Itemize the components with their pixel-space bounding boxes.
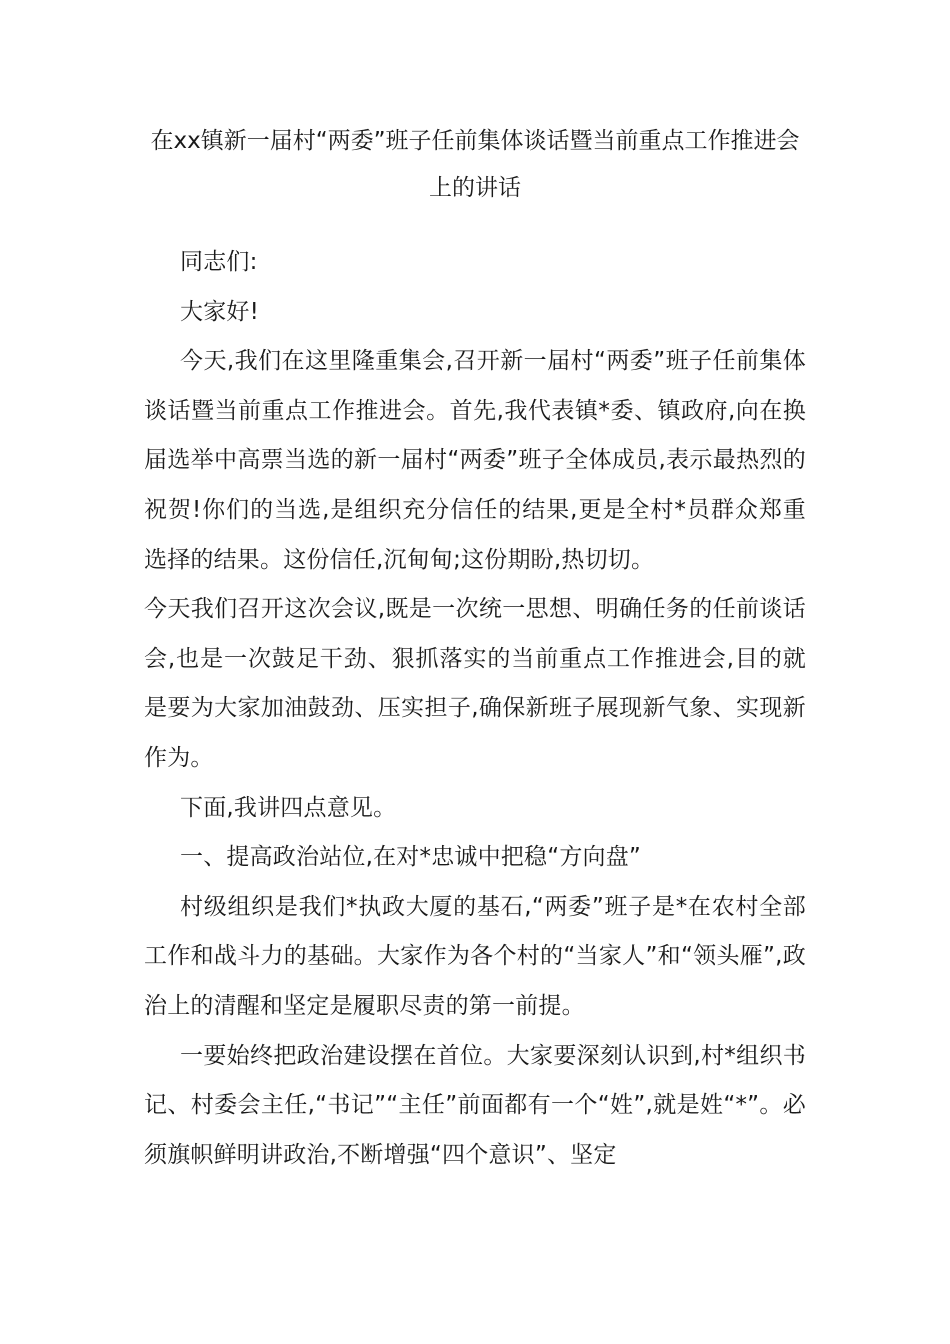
paragraph-meeting-purpose: 今天我们召开这次会议,既是一次统一思想、明确任务的任前谈话会,也是一次鼓足干劲、狠抓落实的当前重点工作推进会,目的就是要为大家加油鼓劲、压实担子,确保新班子展现新气象、实现新作为。 xyxy=(144,596,806,771)
section-heading-1: 一、提高政治站位,在对*忠诚中把稳“方向盘” xyxy=(180,844,642,871)
paragraph-opening: 今天,我们在这里隆重集会,召开新一届村“两委”班子任前集体谈话暨当前重点工作推进会。首先,我代表镇*委、镇政府,向在换届选举中高票当选的新一届村“两委”班子全体成员,表示最热烈的祝贺!你们的当选,是组织充分信任的结果,更是全村*员群众郑重选择的结果。这份信任,沉甸甸;这份期盼,热切切。 xyxy=(144,348,806,573)
paragraph-section-1-intro: 村级组织是我们*执政大厦的基石,“两委”班子是*在农村全部工作和战斗力的基础。大家作为各个村的“当家人”和“领头雁”,政治上的清醒和坚定是履职尽责的第一前提。 xyxy=(144,893,806,1019)
paragraph-outline: 下面,我讲四点意见。 xyxy=(180,794,397,821)
document-page xyxy=(144,118,806,1180)
paragraph-section-1-point-1: 一要始终把政治建设摆在首位。大家要深刻认识到,村*组织书记、村委会主任,“书记”“主任”前面都有一个“姓”,就是姓“*”。必须旗帜鲜明讲政治,不断增强“四个意识”、坚定 xyxy=(144,1042,806,1168)
document-title: 在xx镇新一届村“两委”班子任前集体谈话暨当前重点工作推进会上的讲话 xyxy=(150,128,800,201)
document-body xyxy=(144,238,806,1180)
paragraph-salutation: 同志们: xyxy=(180,249,258,275)
paragraph-greeting: 大家好! xyxy=(180,298,260,325)
